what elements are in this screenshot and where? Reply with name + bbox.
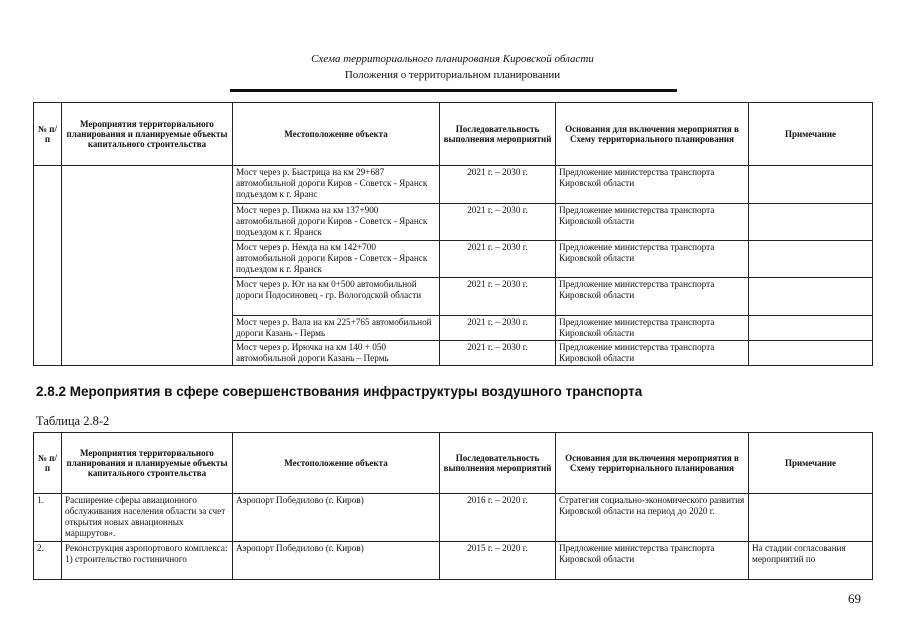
table-row	[34, 494, 873, 542]
cell-basis: Предложение министерства транспорта Кировской области	[556, 166, 749, 204]
cell-period: 2016 г. – 2020 г.	[440, 494, 556, 542]
table-caption: Таблица 2.8-2	[36, 414, 110, 428]
cell-note	[749, 204, 873, 241]
col-header-sequence: Последовательность выполнения мероприятий	[440, 433, 556, 494]
cell-location: Мост через р. Быстрица на км 29+687 автомобильной дороги Киров - Советск - Яранск подъездом к г. Яранс	[233, 166, 440, 204]
cell-period: 2015 г. – 2020 г.	[440, 542, 556, 580]
cell-period: 2021 г. – 2030 г.	[440, 204, 556, 241]
col-header-num: № п/п	[34, 103, 62, 166]
cell-measure: Реконструкция аэропортового комплекса: 1) строительство гостиничного	[62, 542, 233, 580]
cell-note	[749, 316, 873, 341]
cell-location: Мост через р. Вала на км 225+765 автомобильной дороги Казань - Пермь	[233, 316, 440, 341]
cell-note	[749, 278, 873, 316]
cell-basis: Стратегия социально-экономического развития Кировской области на период до 2020 г.	[556, 494, 749, 542]
cell-basis: Предложение министерства транспорта Кировской области	[556, 341, 749, 366]
header-rule	[230, 89, 677, 92]
air-transport-table	[33, 432, 873, 580]
cell-num-empty	[34, 166, 62, 366]
col-header-measures: Мероприятия территориального планирования и планируемые объекты капитального строительства	[62, 433, 233, 494]
cell-measure-empty	[62, 166, 233, 366]
cell-location: Мост через р. Пижма на км 137+900 автомобильной дороги Киров - Советск - Яранск подъездом к г. Яранск	[233, 204, 440, 241]
document-header-title: Схема территориального планирования Кировской области	[311, 53, 594, 65]
cell-basis: Предложение министерства транспорта Кировской области	[556, 316, 749, 341]
cell-note: На стадии согласования мероприятий по	[749, 542, 873, 580]
col-header-note: Примечание	[749, 103, 873, 166]
cell-location: Аэропорт Победилово (г. Киров)	[233, 542, 440, 580]
cell-note	[749, 494, 873, 542]
cell-location: Аэропорт Победилово (г. Киров)	[233, 494, 440, 542]
table-header-row	[34, 103, 873, 166]
cell-num: 2.	[34, 542, 62, 580]
section-heading: 2.8.2 Мероприятия в сфере совершенствования инфраструктуры воздушного транспорта	[36, 384, 643, 399]
cell-location: Мост через р. Юг на км 0+500 автомобильной дороги Подосиновец - гр. Вологодской области	[233, 278, 440, 316]
col-header-note: Примечание	[749, 433, 873, 494]
col-header-location: Местоположение объекта	[233, 433, 440, 494]
col-header-measures: Мероприятия территориального планирования и планируемые объекты капитального строительства	[62, 103, 233, 166]
cell-basis: Предложение министерства транспорта Кировской области	[556, 278, 749, 316]
cell-basis: Предложение министерства транспорта Кировской области	[556, 241, 749, 278]
cell-period: 2021 г. – 2030 г.	[440, 341, 556, 366]
cell-location: Мост через р. Ирючка на км 140 + 050 автомобильной дороги Казань – Пермь	[233, 341, 440, 366]
cell-basis: Предложение министерства транспорта Кировской области	[556, 204, 749, 241]
cell-period: 2021 г. – 2030 г.	[440, 166, 556, 204]
table-header-row	[34, 433, 873, 494]
page-number: 69	[848, 591, 861, 606]
col-header-basis: Основания для включения мероприятия в Схему территориального планирования	[556, 433, 749, 494]
col-header-location: Местоположение объекта	[233, 103, 440, 166]
cell-period: 2021 г. – 2030 г.	[440, 241, 556, 278]
cell-num: 1.	[34, 494, 62, 542]
col-header-basis: Основания для включения мероприятия в Схему территориального планирования	[556, 103, 749, 166]
cell-note	[749, 166, 873, 204]
document-header-subtitle: Положения о территориальном планировании	[344, 69, 561, 81]
table-row	[34, 166, 873, 204]
col-header-sequence: Последовательность выполнения мероприятий	[440, 103, 556, 166]
col-header-num: № п/п	[34, 433, 62, 494]
cell-measure: Расширение сферы авиационного обслуживания населения области за счет открытия новых авиационных маршрутов».	[62, 494, 233, 542]
cell-period: 2021 г. – 2030 г.	[440, 278, 556, 316]
cell-basis: Предложение министерства транспорта Кировской области	[556, 542, 749, 580]
bridges-table	[33, 102, 873, 366]
cell-note	[749, 241, 873, 278]
table-row	[34, 542, 873, 580]
cell-note	[749, 341, 873, 366]
cell-period: 2021 г. – 2030 г.	[440, 316, 556, 341]
cell-location: Мост через р. Немда на км 142+700 автомобильной дороги Киров - Советск - Яранск подъездом к г. Яранск	[233, 241, 440, 278]
